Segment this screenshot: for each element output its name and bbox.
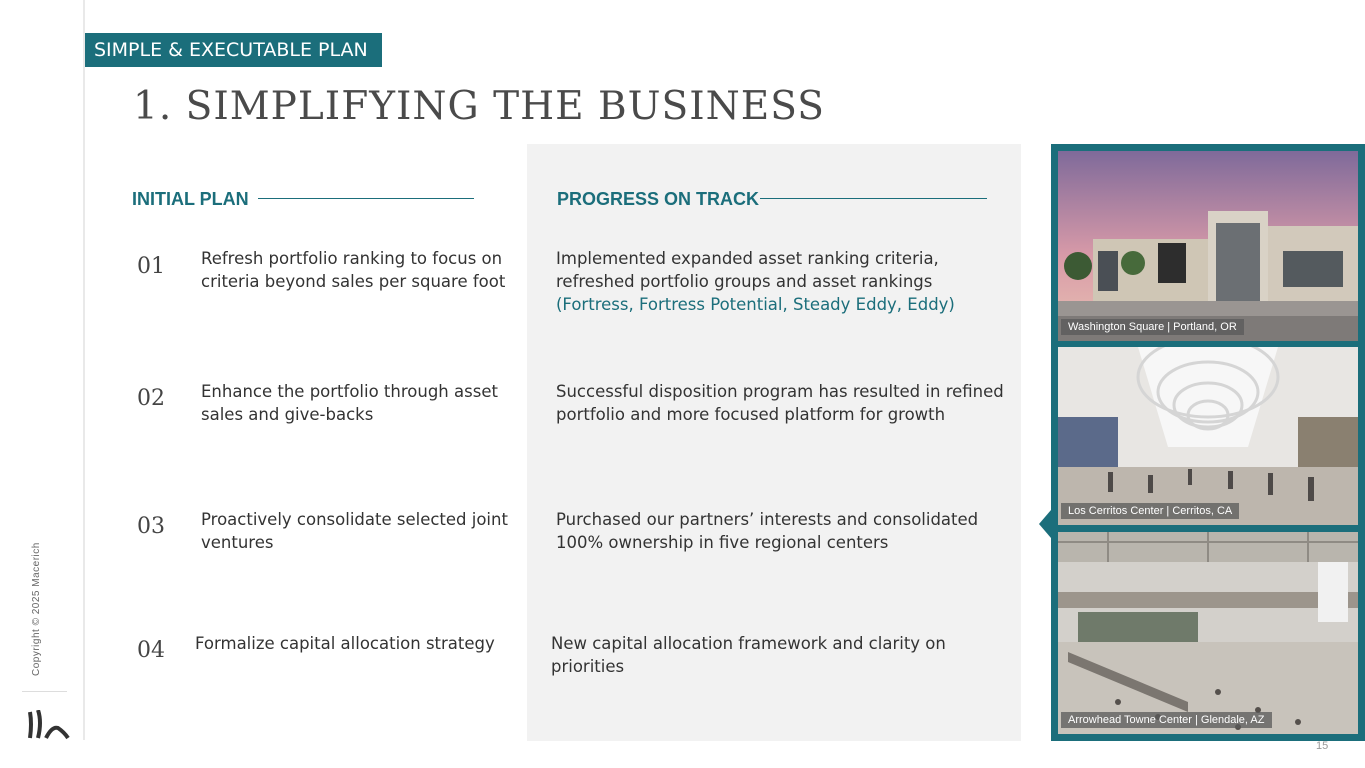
progress-note: (Fortress, Fortress Potential, Steady Eddy, Eddy) — [556, 295, 955, 314]
initial-plan-rule — [258, 198, 474, 199]
mall-exterior-image — [1058, 151, 1358, 341]
progress-text: New capital allocation framework and clarity on priorities — [551, 634, 946, 676]
photo-arrowhead — [1058, 532, 1358, 734]
progress-rule — [760, 198, 987, 199]
progress-heading: PROGRESS ON TRACK — [557, 189, 760, 209]
page-number: 15 — [1316, 740, 1329, 752]
progress-text: Successful disposition program has resulted in refined portfolio and more focused platform for growth — [556, 382, 1004, 424]
photo-caption: Los Cerritos Center | Cerritos, CA — [1061, 503, 1239, 519]
left-divider — [83, 0, 85, 740]
frame-pointer — [1039, 510, 1051, 538]
plan-text: Enhance the portfolio through asset sales and give-backs — [201, 382, 498, 424]
mall-atrium-image — [1058, 532, 1358, 734]
row-number: 04 — [137, 638, 165, 663]
plan-text: Proactively consolidate selected joint ventures — [201, 510, 508, 552]
row-number: 01 — [137, 254, 165, 279]
photo-washington-square — [1058, 151, 1358, 341]
photo-caption: Arrowhead Towne Center | Glendale, AZ — [1061, 712, 1272, 728]
photo-los-cerritos — [1058, 347, 1358, 525]
section-tag: SIMPLE & EXECUTABLE PLAN — [85, 33, 382, 67]
page-title: 1. SIMPLIFYING THE BUSINESS — [133, 84, 825, 129]
progress-text: Purchased our partners’ interests and consolidated 100% ownership in five regional centers — [556, 510, 979, 552]
company-logo-icon — [28, 710, 70, 740]
plan-text: Refresh portfolio ranking to focus on criteria beyond sales per square foot — [201, 249, 506, 291]
progress-text: Implemented expanded asset ranking criteria, refreshed portfolio groups and asset rankings (Fortress, Fortress Potential, Steady Eddy, Eddy) — [556, 249, 955, 314]
mall-interior-image — [1058, 347, 1358, 525]
copyright: Copyright © 2025 Macerich — [31, 542, 42, 676]
initial-plan-heading: INITIAL PLAN — [132, 189, 249, 209]
row-number: 03 — [137, 514, 165, 539]
photo-caption: Washington Square | Portland, OR — [1061, 319, 1244, 335]
row-number: 02 — [137, 386, 165, 411]
plan-text: Formalize capital allocation strategy — [195, 634, 495, 653]
logo-divider — [22, 691, 67, 692]
